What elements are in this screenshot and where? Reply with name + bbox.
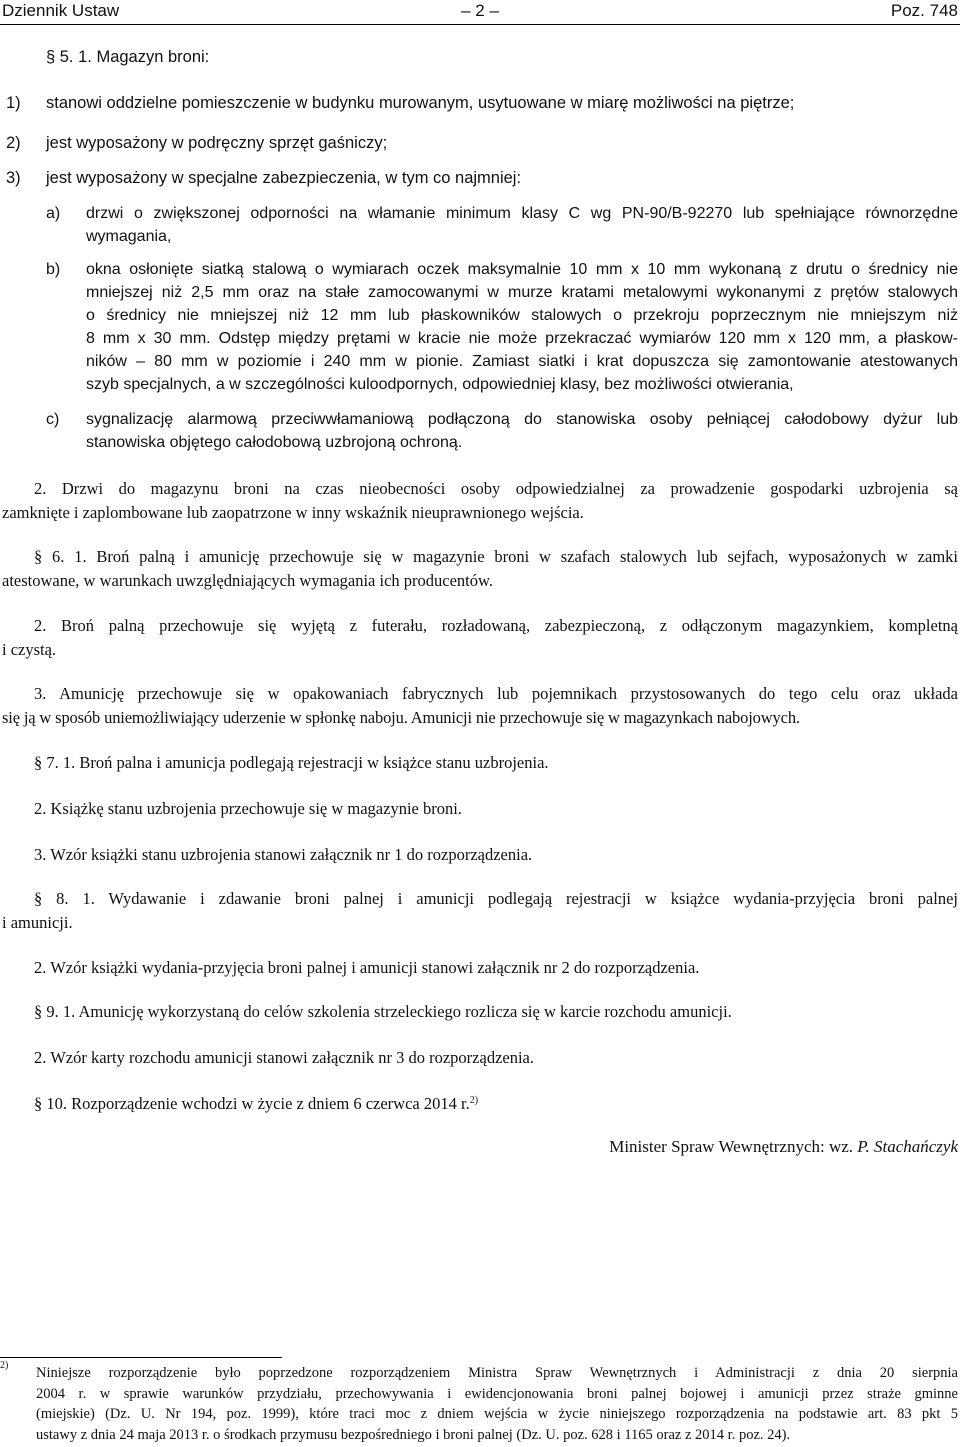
header-rule <box>0 24 960 25</box>
s7-p2: 2. Książkę stanu uzbrojenia przechowuje się w magazynie broni. <box>34 799 462 818</box>
footnote-text <box>36 1363 958 1445</box>
page-number: – 2 – <box>461 1 499 20</box>
s10-text: § 10. Rozporządzenie wchodzi w życie z dniem 6 czerwca 2014 r. <box>34 1094 470 1113</box>
sub-marker: a) <box>46 205 61 222</box>
text-line: wymagania, <box>86 228 172 245</box>
text-line: sygnalizację alarmową przeciwwłamaniową podłączoną do stanowiska osoby pełniącej całodobowy dyżur lub <box>86 411 958 428</box>
list-number: 2) <box>6 134 21 152</box>
text-line: (miejskie) (Dz. U. Nr 194, poz. 1999), które traci moc z dniem wejścia w życie niniejszego rozporządzenia na podstawie art. 83 pkt 5 <box>36 1406 958 1422</box>
signature <box>609 1136 958 1158</box>
text-line: 2004 r. w sprawie warunków przydziału, przechowywania i ewidencjonowania broni palnej bojowej i amunicji przez straże gminne <box>36 1385 958 1402</box>
text-line: o średnicy nie mniejszej niż 12 mm lub płaskowników stalowych o przekroju poprzecznym nie mniejszym niż <box>86 307 958 324</box>
s5-sub-b <box>0 258 960 398</box>
text-line: 2. Drzwi do magazynu broni na czas nieobecności osoby odpowiedzialnej za prowadzenie gospodarki uzbrojenia są <box>34 479 958 498</box>
text-line: i amunicji. <box>2 912 73 932</box>
s8-p1 <box>2 887 958 934</box>
s6-p3 <box>2 682 958 729</box>
footnote-rule <box>0 1357 282 1358</box>
s9-p1: § 9. 1. Amunicję wykorzystaną do celów szkolenia strzeleckiego rozlicza się w karcie rozchodu amunicji. <box>34 1002 732 1021</box>
s7-p1: § 7. 1. Broń palna i amunicja podlegają rejestracji w książce stanu uzbrojenia. <box>34 753 549 772</box>
s5-sub-c <box>0 408 960 458</box>
text-line: 3. Amunicję przechowuje się w opakowaniach fabrycznych lub pojemnikach przystosowanych do tego celu oraz układa <box>34 684 958 703</box>
list-number: 3) <box>6 169 21 187</box>
text-line: atestowane, w warunkach uwzględniających wymagania ich producentów. <box>2 570 493 590</box>
text-line: zamknięte i zaplombowane lub zaopatrzone w inny wskaźnik nieuprawnionego wejścia. <box>2 502 584 522</box>
text-line: się ją w sposób uniemożliwiający uderzenie w spłonkę naboju. Amunicji nie przechowuje się w magazynkach nabojowych. <box>2 707 800 727</box>
footnote-ref: 2) <box>469 1095 479 1106</box>
sub-marker: c) <box>46 411 60 428</box>
page-header <box>0 0 960 26</box>
text-line: ników – 80 mm w poziomie i 240 mm w pionie. Zamiast siatki i krat dopuszcza się zamontowanie atestowanych <box>86 353 958 370</box>
text-line: stanowiska objętego całodobową uzbrojoną ochroną. <box>86 434 463 451</box>
footnote-mark: 2) <box>0 1360 9 1371</box>
s9-p2: 2. Wzór karty rozchodu amunicji stanowi załącznik nr 3 do rozporządzenia. <box>34 1048 534 1067</box>
text-line: okna osłonięte siatką stalową o wymiarach oczek maksymalnie 10 mm x 10 mm wykonaną z drutu o średnicy nie <box>86 261 958 278</box>
signature-prefix: Minister Spraw Wewnętrznych: wz. <box>609 1137 858 1156</box>
s5-p2 <box>2 477 958 524</box>
text-line: mniejszej niż 2,5 mm oraz na stałe zamocowanymi w murze kratami metalowymi wykonanymi z prętów stalowych <box>86 284 958 301</box>
s8-p2: 2. Wzór książki wydania-przyjęcia broni palnej i amunicji stanowi załącznik nr 2 do rozporządzenia. <box>34 958 700 977</box>
text-line: i czystą. <box>2 639 57 659</box>
s6-p2 <box>2 614 958 661</box>
s7-p3: 3. Wzór książki stanu uzbrojenia stanowi załącznik nr 1 do rozporządzenia. <box>34 845 533 864</box>
list-number: 1) <box>6 94 21 112</box>
list-text: jest wyposażony w podręczny sprzęt gaśniczy; <box>46 134 388 152</box>
text-line: Niniejsze rozporządzenie było poprzedzone rozporządzeniem Ministra Spraw Wewnętrznych i Administracji z dnia 20 sierpnia <box>36 1365 958 1381</box>
s5-sub-a <box>0 202 960 252</box>
text-line: ustawy z dnia 24 maja 2013 r. o środkach przymusu bezpośredniego i broni palnej (Dz. U. poz. 628 i 1165 oraz z 2014 r. poz. 24). <box>36 1426 791 1443</box>
text-line: szyb specjalnych, a w szczególności kuloodpornych, odpowiedniej klasy, bez możliwości otwierania, <box>86 376 794 393</box>
s6-p1 <box>2 545 958 592</box>
text-line: § 8. 1. Wydawanie i zdawanie broni palnej i amunicji podlegają rejestracji w książce wydania-przyjęcia broni palnej <box>34 889 958 908</box>
text-line: 2. Broń palną przechowuje się wyjętą z futerału, rozładowaną, zabezpieczoną, z odłączonym magazynkiem, kompletną <box>34 616 958 635</box>
text-line: 8 mm x 30 mm. Odstęp między prętami w kracie nie może przekraczać wymiarów 120 mm x 120 mm, a płaskow- <box>86 330 958 347</box>
signature-name: P. Stachańczyk <box>857 1137 958 1156</box>
position-number: Poz. 748 <box>890 1 958 20</box>
text-line: § 6. 1. Broń palną i amunicję przechowuje się w magazynie broni w szafach stalowych lub sejfach, wyposażonych w zamki <box>34 547 958 566</box>
text-line: drzwi o zwiększonej odporności na włamanie minimum klasy C wg PN-90/B-92270 lub spełniające równorzędne <box>86 205 958 222</box>
sub-marker: b) <box>46 261 61 278</box>
s5-intro: § 5. 1. Magazyn broni: <box>46 48 210 66</box>
list-text: jest wyposażony w specjalne zabezpieczenia, w tym co najmniej: <box>46 169 522 187</box>
list-text: stanowi oddzielne pomieszczenie w budynku murowanym, usytuowane w miarę możliwości na piętrze; <box>46 94 795 112</box>
journal-title: Dziennik Ustaw <box>2 1 120 20</box>
s10 <box>34 1092 960 1116</box>
